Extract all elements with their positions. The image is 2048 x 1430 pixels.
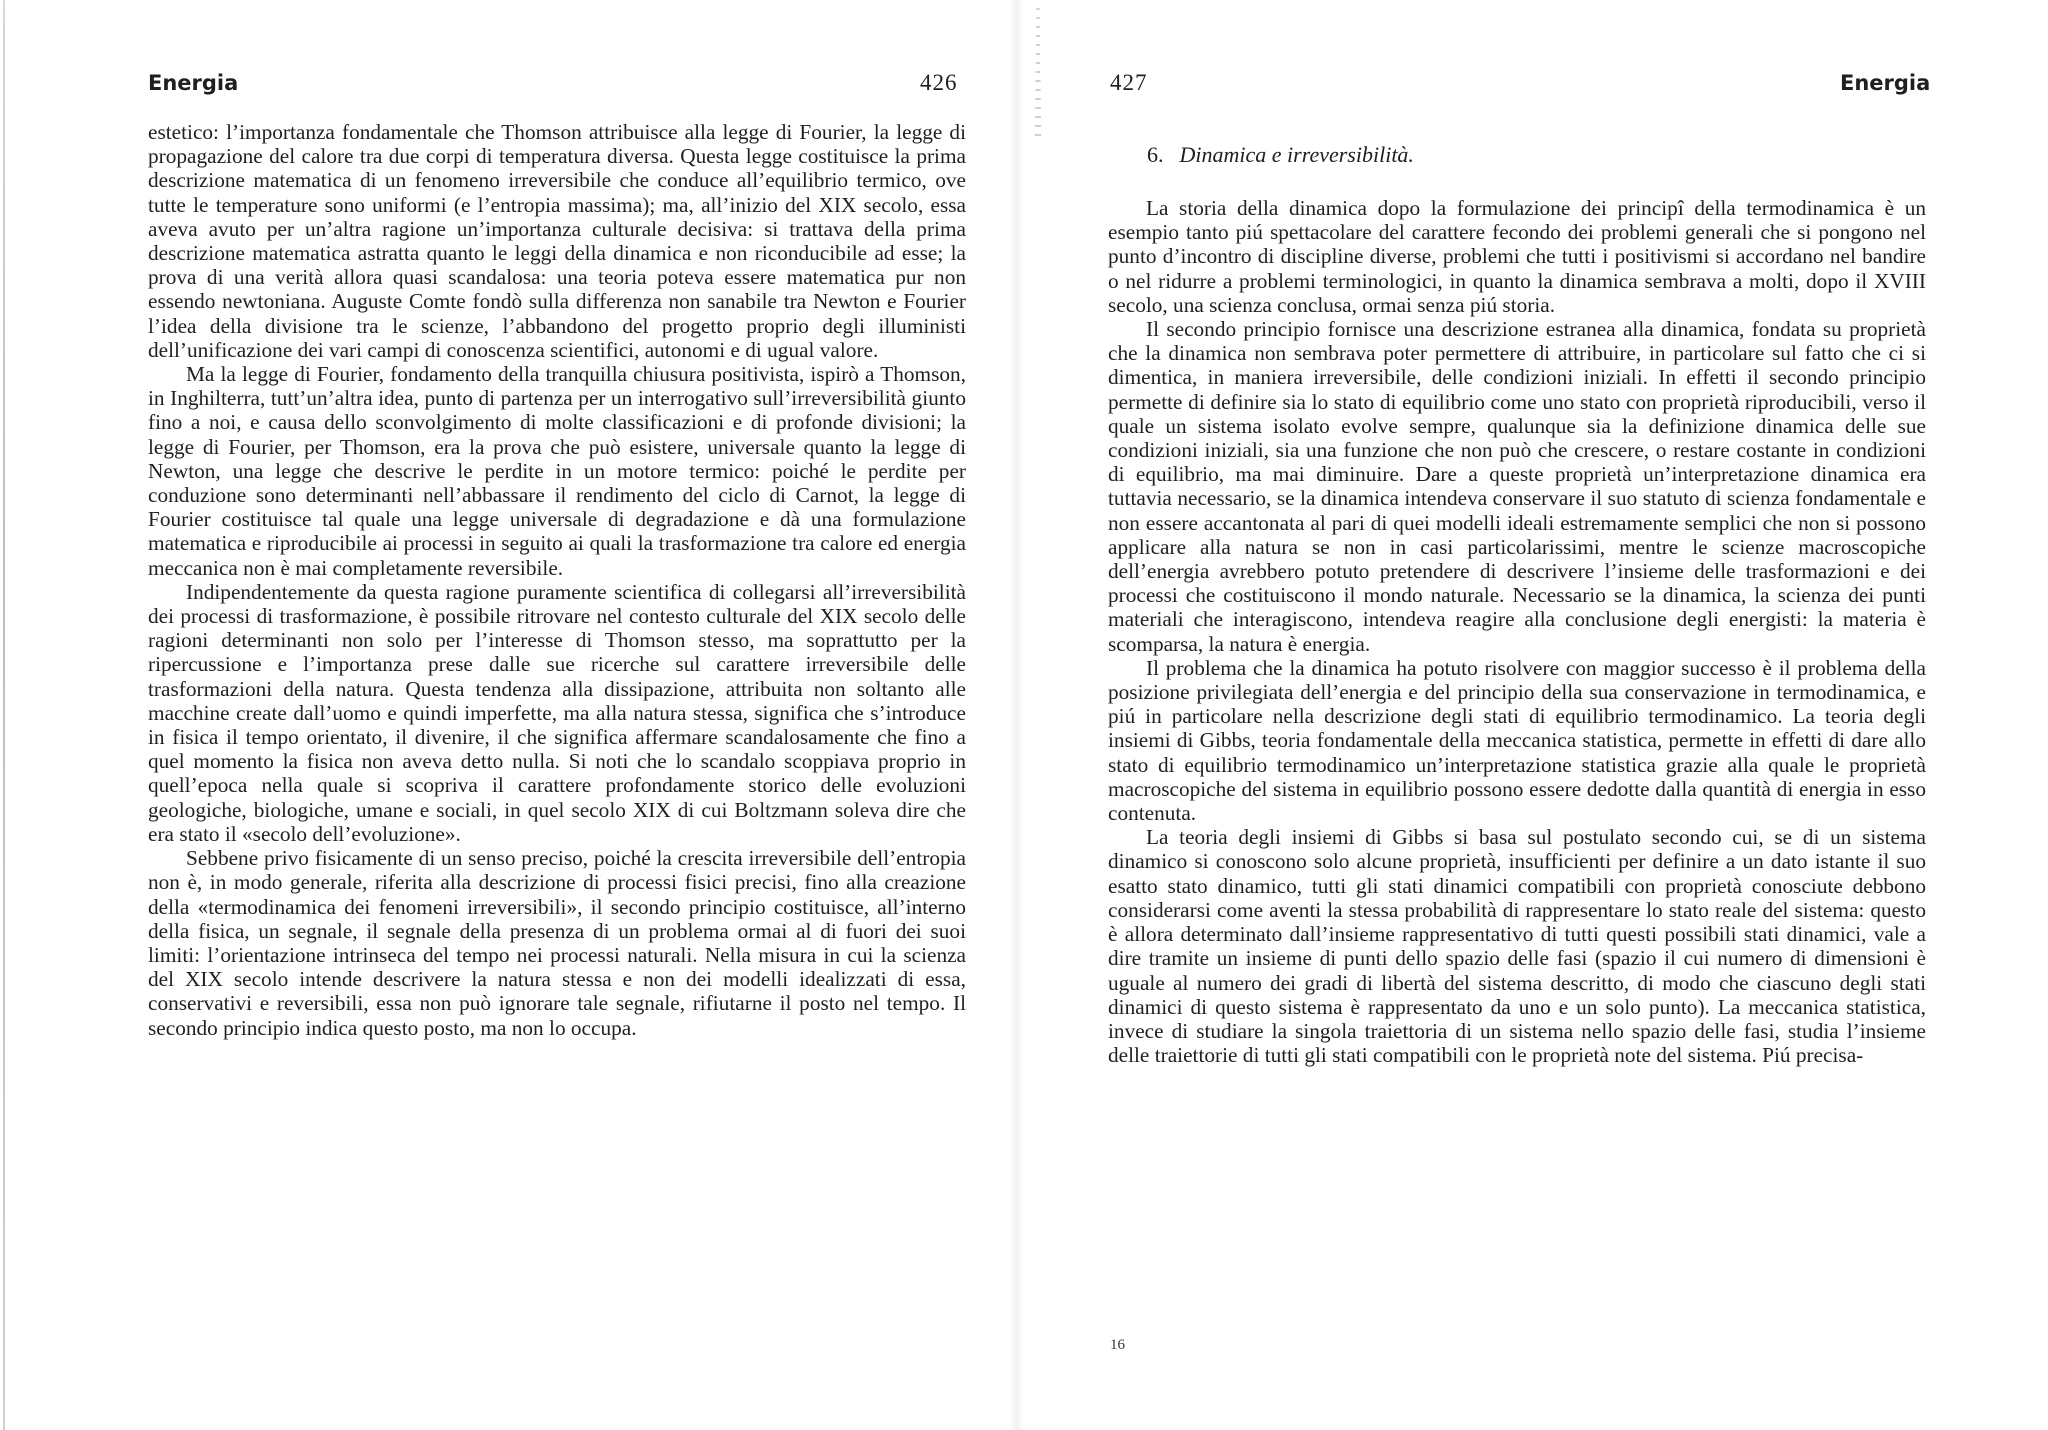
running-title-right: Energia bbox=[1840, 71, 1931, 95]
page-number-right: 427 bbox=[1110, 70, 1148, 95]
signature-mark: 16 bbox=[1110, 1337, 1125, 1353]
page-number-left: 426 bbox=[920, 70, 958, 95]
section-title: Dinamica e irreversibilità. bbox=[1179, 142, 1414, 167]
paragraph: estetico: l’importanza fondamentale che Thomson attribuisce alla legge di Fourier, la legge di propagazione del calore tra due corpi di temperatura diversa. Questa legge costituisce la prima descrizione matematica di un fenomeno irreversibile che conduce all’equilibrio termico, ove tutte le temperature sono uniformi (e l’entropia massima); ma, all’inizio del XIX secolo, essa aveva avuto per un’altra ragione un’importanza culturale decisiva: si trattava della prima descrizione matematica astratta quanto le leggi della dinamica e non riconducibile ad esse; la prova di una verità allora quasi scandalosa: una teoria poteva essere matematica pur non essendo newtoniana. Auguste Comte fondò sulla differenza non sanabile tra Newton e Fourier l’idea della divisione tra le scienze, l’abbandono del progetto proprio degli illuministi dell’unificazione dei vari campi di conoscenza scientifici, autonomi e di ugual valore. bbox=[148, 120, 966, 362]
section-heading bbox=[1147, 142, 1414, 168]
section-number: 6. bbox=[1147, 142, 1164, 167]
paragraph: Ma la legge di Fourier, fondamento della tranquilla chiusura positivista, ispirò a Thomson, in Inghilterra, tutt’un’altra idea, punto di partenza per un interrogativo sull’irreversibilità giunto fino a noi, e causa dello sconvolgimento di molte classificazioni e di profonde divisioni; la legge di Fourier, per Thomson, era la prova che può esistere, universale quanto la legge di Newton, una legge che descrive le perdite in un motore termico: poiché le perdite per conduzione sono determinanti nell’abbassare il rendimento del ciclo di Carnot, la legge di Fourier costituisce tal quale una legge universale di degradazione e dà una formulazione matematica e riproducibile ai processi in seguito ai quali la trasformazione tra calore ed energia meccanica non è mai completamente reversibile. bbox=[148, 362, 966, 580]
paragraph: Sebbene privo fisicamente di un senso preciso, poiché la crescita irreversibile dell’entropia non è, in modo generale, riferita alla descrizione di processi fisici precisi, fino alla creazione della «termodinamica dei fenomeni irreversibili», il secondo principio costituisce, all’interno della fisica, un segnale, il segnale della presenza di un problema ormai al di fuori dei suoi limiti: l’orientazione intrinseca del tempo nei processi naturali. Nella misura in cui la scienza del XIX secolo intende descrivere la natura stessa e non dei modelli idealizzati di essa, conservativi e reversibili, essa non può ignorare tale segnale, rifiutarne il posto nel tempo. Il secondo principio indica questo posto, ma non lo occupa. bbox=[148, 846, 966, 1040]
left-text-column bbox=[148, 120, 966, 1040]
paragraph: Il problema che la dinamica ha potuto risolvere con maggior successo è il problema della posizione privilegiata dell’energia e del principio della sua conservazione in termodinamica, e piú in particolare nella descrizione degli stati di equilibrio termodinamico. La teoria degli insiemi di Gibbs, teoria fondamentale della meccanica statistica, permette in effetti di dare allo stato di equilibrio termodinamico un’interpretazione statistica grazie alla quale le proprietà macroscopiche del sistema in equilibrio possono essere dedotte dalla quantità di energia in esso contenuta. bbox=[1108, 655, 1926, 826]
gutter-shadow bbox=[1010, 0, 1024, 1430]
right-text-column bbox=[1108, 196, 1926, 1067]
paragraph: La teoria degli insiemi di Gibbs si basa sul postulato secondo cui, se di un sistema dinamico si conoscono solo alcune proprietà, insufficienti per definire a un dato istante il suo esatto stato dinamico, tutti gli stati dinamici compatibili con proprietà conosciute debbono considerarsi come aventi la stessa probabilità di rappresentare lo stato reale del sistema: questo è allora determinato dall’insieme rappresentativo di tutti questi possibili stati dinamici, vale a dire tramite un insieme di punti dello spazio delle fasi (spazio il cui numero di dimensioni è uguale al numero dei gradi di libertà del sistema descritto, di modo che ciascuno degli stati dinamici di questo sistema è rappresentato da uno e un solo punto). La meccanica statistica, invece di studiare la singola traiettoria di un sistema nello spazio delle fasi, studia l’insieme delle traiettorie di tutti gli stati compatibili con le proprietà note del sistema. Piú precisa- bbox=[1108, 825, 1926, 1068]
running-title-left: Energia bbox=[148, 71, 239, 95]
paragraph: La storia della dinamica dopo la formulazione dei principî della termodinamica è un esempio tanto piú spettacolare del carattere fecondo dei problemi generali che si pongono nel punto d’incontro di discipline diverse, problemi che tutti i positivismi si accordano nel bandire o nel ridurre a problemi terminologici, in quanto la dinamica sembrava a molti, dopo il XVIII secolo, una scienza conclusa, ormai senza piú storia. bbox=[1108, 196, 1926, 317]
paragraph: Il secondo principio fornisce una descrizione estranea alla dinamica, fondata su proprietà che la dinamica non sembrava poter permettere di attribuire, in particolare sul fatto che ci si dimentica, in maniera irreversibile, delle condizioni iniziali. In effetti il secondo principio permette di definire sia lo stato di equilibrio come uno stato con proprietà riproducibili, verso il quale un sistema isolato evolve sempre, qualunque sia la definizione dinamica delle sue condizioni iniziali, sia una funzione che non può che crescere, o restare costante in condizioni di equilibrio, ma mai diminuire. Dare a queste proprietà un’interpretazione dinamica era tuttavia necessario, se la dinamica intendeva conservare il suo statuto di scienza fondamentale e non essere accantonata al pari di quei modelli ideali estremamente semplici che non si possono applicare alla natura se non in casi particolarissimi, mentre le scienze macroscopiche dell’energia avrebbero potuto pretendere di descrivere l’insieme delle trasformazioni e dei processi che costituiscono il mondo naturale. Necessario se la dinamica, la scienza dei punti materiali che interagiscono, intendeva reagire alla conclusione degli energisti: la materia è scomparsa, la natura è energia. bbox=[1108, 317, 1926, 656]
page-edge-line bbox=[3, 0, 5, 1430]
paragraph: Indipendentemente da questa ragione puramente scientifica di collegarsi all’irreversibilità dei processi di trasformazione, è possibile ritrovare nel contesto culturale del XIX secolo delle ragioni determinanti non solo per l’interesse di Thomson stesso, ma soprattutto per la ripercussione e l’importanza prese dalle sue ricerche sul carattere irreversibile delle trasformazioni della natura. Questa tendenza alla dissipazione, attribuita non soltanto alle macchine create dall’uomo e quindi imperfette, ma alla natura stessa, significa che s’introduce in fisica il tempo orientato, il divenire, il che significa affermare scandalosamente che fino a quel momento la fisica non aveva detto nulla. Si noti che lo scandalo scoppiava proprio in quell’epoca nella quale si scopriva il carattere profondamente storico delle evoluzioni geologiche, biologiche, umane e sociali, in quel secolo XIX di cui Boltzmann soleva dire che era stato il «secolo dell’evoluzione». bbox=[148, 579, 966, 846]
